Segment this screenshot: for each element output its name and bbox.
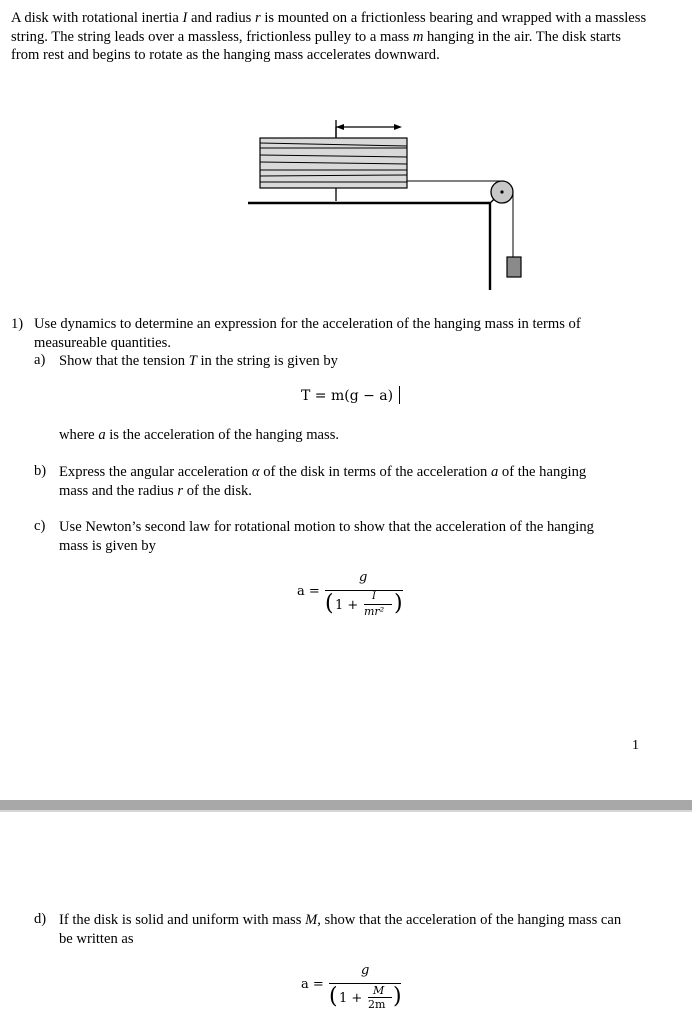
part-c-label: c) [34, 518, 46, 534]
part-a-where: where a is the acceleration of the hanging mass. [59, 427, 340, 443]
disk [260, 138, 407, 188]
intro-paragraph: A disk with rotational inertia I and radius r is mounted on a frictionless bearing and wrapped with a massless string. The string leads over a massless, frictionless pulley to a mass m hanging in the air. The disk starts from rest and begins to rotate as the hanging mass accelerates downward. [11, 10, 647, 64]
part-b-label: b) [34, 463, 47, 479]
part-b-text: Express the angular acceleration α of the disk in terms of the acceleration a of the hanging mass and the radius r of the disk. [59, 464, 587, 499]
part-d-text: If the disk is solid and uniform with mass M, show that the acceleration of the hanging mass can be written as [59, 912, 622, 947]
page-number: 1 [632, 738, 639, 753]
paren-open: ( [325, 591, 334, 616]
table [248, 203, 490, 290]
question-number: 1) [11, 316, 24, 332]
fraction-bar [329, 983, 401, 984]
formula-lhs: a = [301, 977, 324, 992]
part-c-text: Use Newton’s second law for rotational motion to show that the acceleration of the hanging mass is given by [59, 519, 594, 554]
formula-one-plus: 1 + [339, 991, 363, 1006]
paren-close: ) [393, 984, 402, 1009]
inner-numerator: M [373, 984, 385, 997]
fraction-bar [325, 590, 403, 591]
hanging-mass [507, 257, 521, 277]
radius-arrow [336, 120, 402, 137]
question-1-text: Use dynamics to determine an expression for the acceleration of the hanging mass in terms of measureable quantities. [34, 316, 581, 351]
disk-pulley-diagram [240, 115, 530, 290]
inner-denominator: 2m [368, 998, 386, 1011]
text-cursor [399, 386, 400, 404]
formula-lhs: a = [297, 584, 320, 599]
page-break-shadow [0, 810, 692, 812]
paren-open: ( [329, 984, 338, 1009]
formula-numerator: g [359, 570, 368, 585]
formula-one-plus: 1 + [335, 598, 359, 613]
part-a-label: a) [34, 352, 46, 368]
formula-numerator: g [361, 963, 370, 978]
page-break [0, 800, 692, 810]
acceleration-formula-d [301, 963, 421, 1021]
acceleration-formula-c [297, 570, 417, 625]
paren-close: ) [394, 591, 403, 616]
inner-numerator: I [372, 591, 376, 602]
inner-denominator: mr² [364, 605, 385, 618]
tension-equation: T = m(g − a) [301, 388, 394, 404]
part-d-label: d) [34, 911, 47, 927]
part-a-text: Show that the tension T in the string is given by [59, 353, 338, 369]
